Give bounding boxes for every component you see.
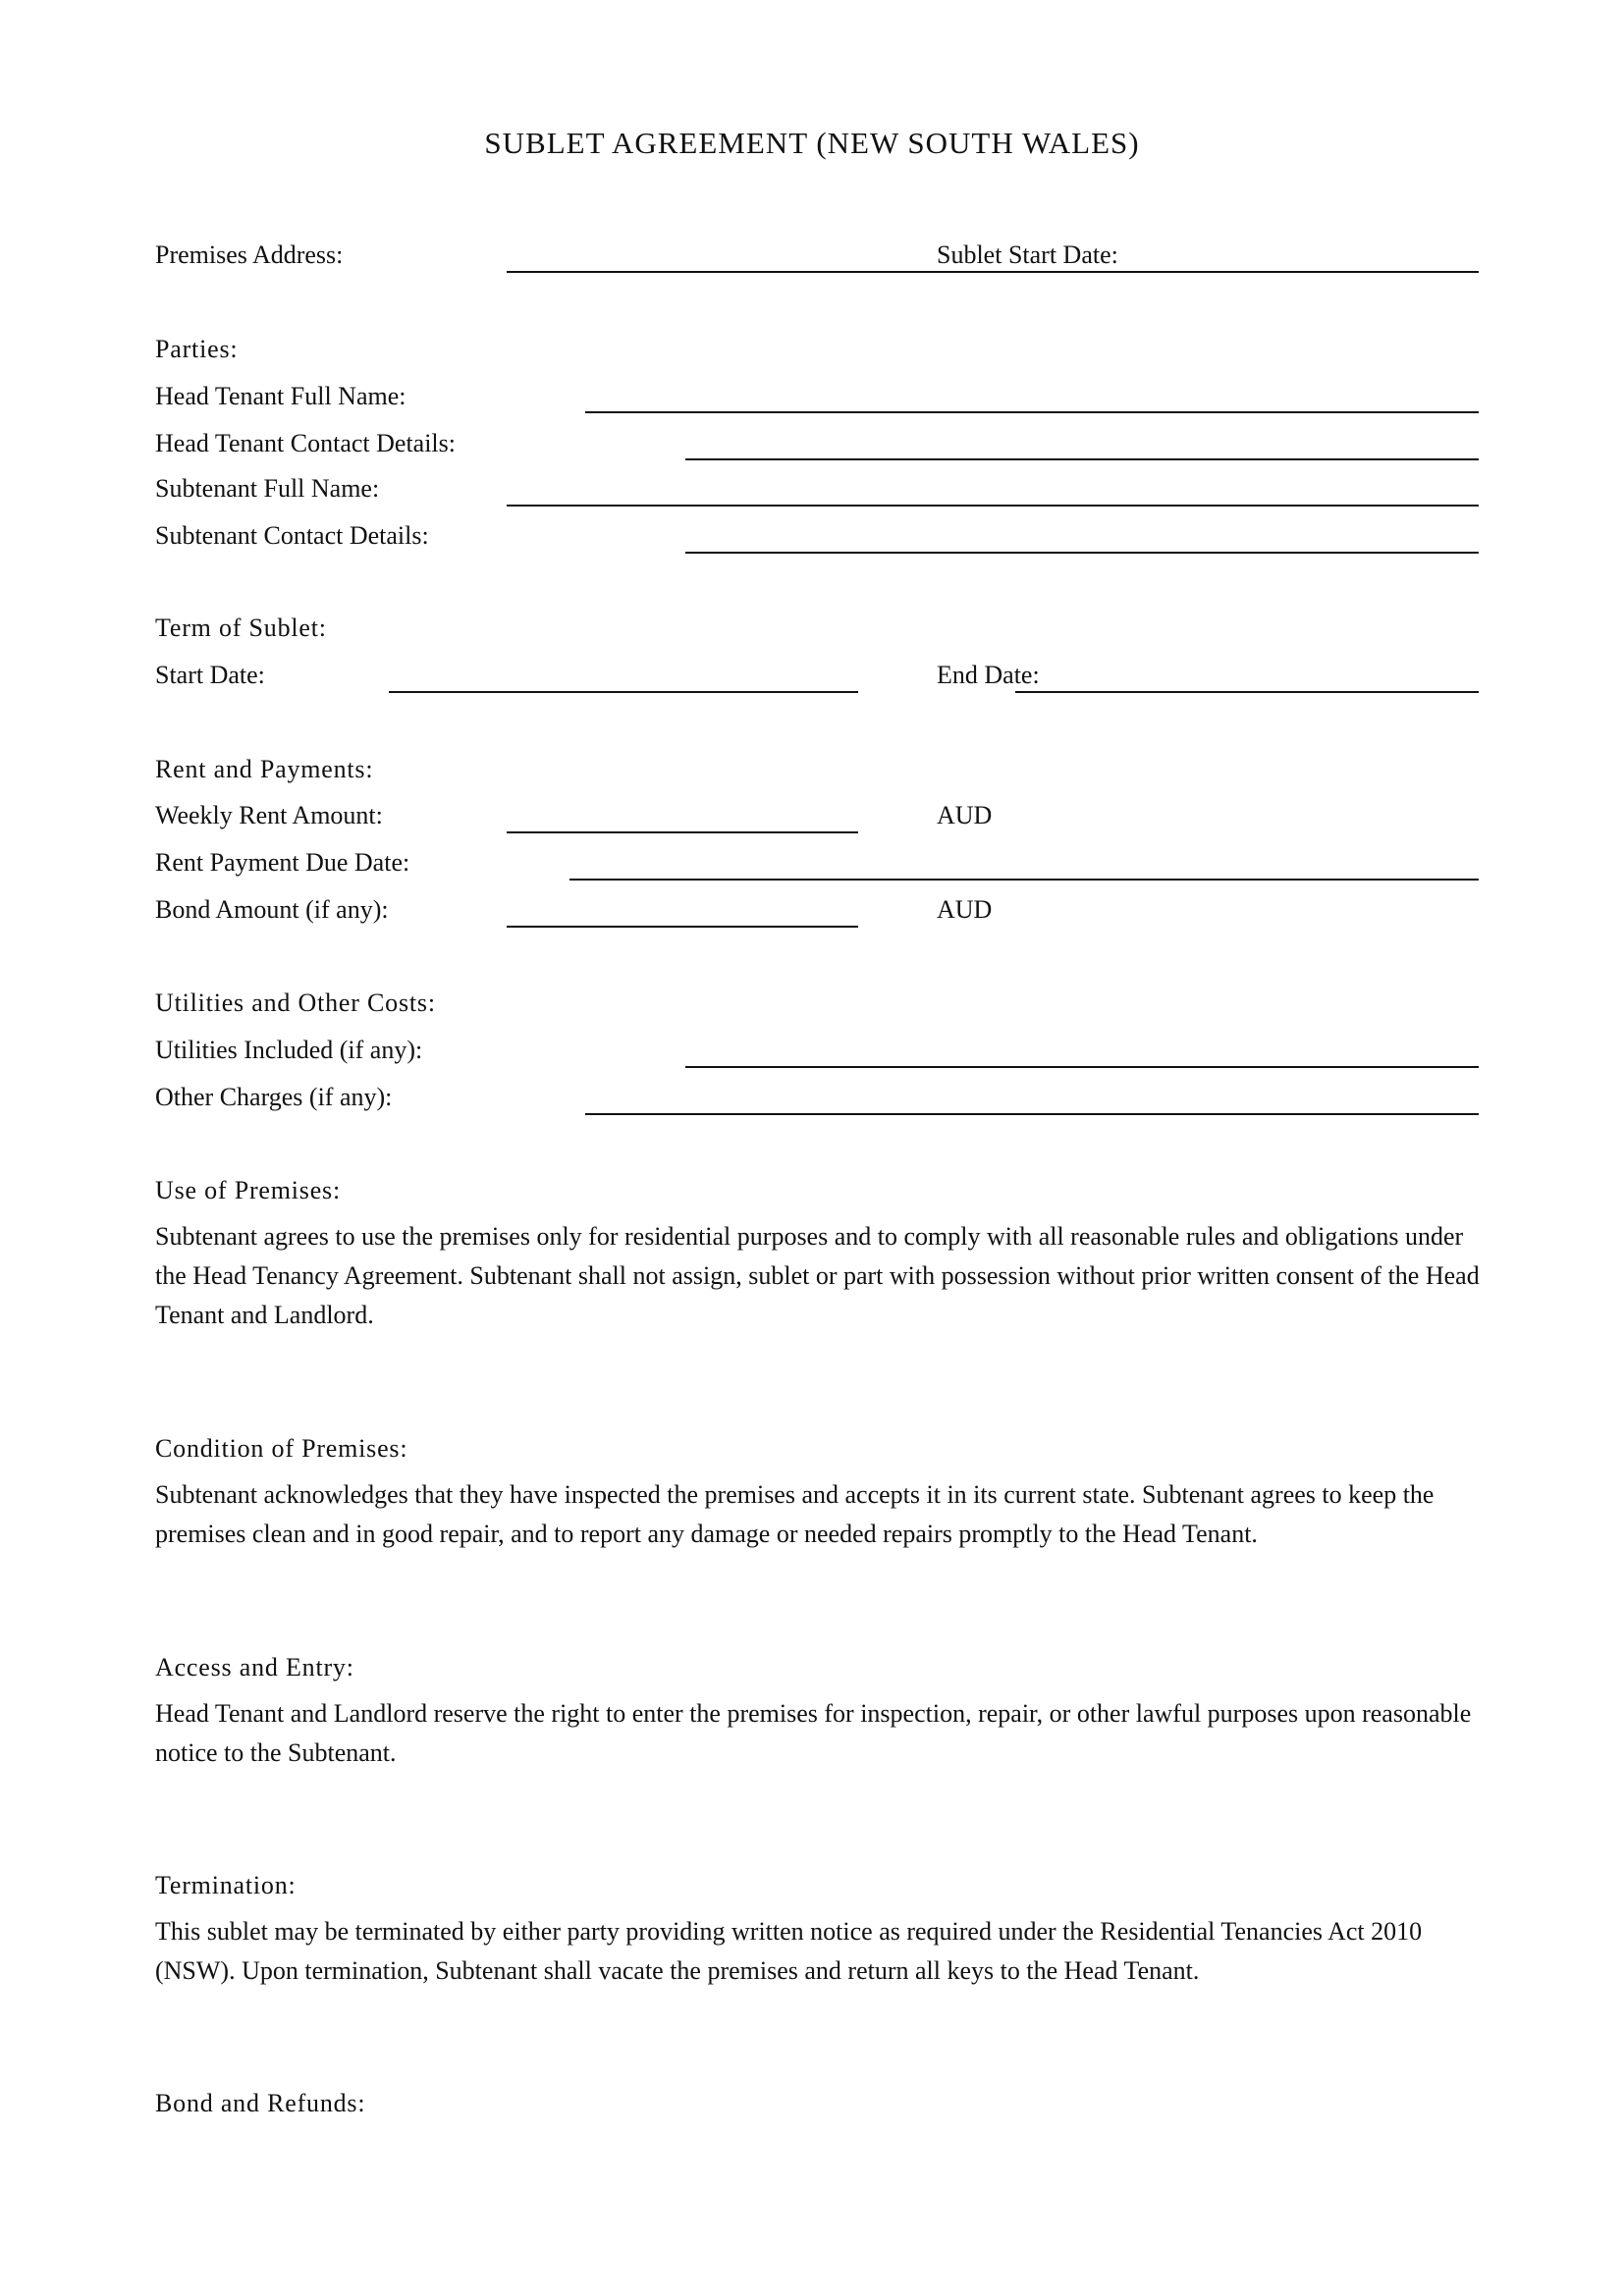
access-paragraph: Head Tenant and Landlord reserve the right to enter the premises for inspection, repair, or other lawful purposes upon reasonable notice to the Subtenant. bbox=[155, 1699, 1472, 1767]
rent-due-label: Rent Payment Due Date: bbox=[155, 848, 410, 877]
termination-paragraph: This sublet may be terminated by either party providing written notice as required under the Residential Tenancies Act 2010 (NSW). Upon termination, Subtenant shall vacate the premises and return all keys to the Head Tenant. bbox=[155, 1917, 1423, 1985]
other-charges-label: Other Charges (if any): bbox=[155, 1083, 393, 1111]
head-tenant-name-line[interactable] bbox=[585, 411, 1479, 413]
term-heading: Term of Sublet: bbox=[155, 614, 327, 642]
access-heading: Access and Entry: bbox=[155, 1653, 354, 1682]
subtenant-name-line[interactable] bbox=[507, 505, 1479, 507]
use-heading: Use of Premises: bbox=[155, 1176, 341, 1204]
weekly-rent-currency: AUD bbox=[937, 801, 993, 829]
condition-paragraph: Subtenant acknowledges that they have inspected the premises and accepts it in its current state. Subtenant agrees to keep the premises clean and in good repair, and to report any damage or needed repairs promptly to the Head Tenant. bbox=[155, 1480, 1435, 1548]
bond-refunds-heading: Bond and Refunds: bbox=[155, 2089, 366, 2117]
sublet-start-date-label: Sublet Start Date: bbox=[937, 240, 1118, 269]
subtenant-name-label: Subtenant Full Name: bbox=[155, 474, 380, 503]
condition-heading: Condition of Premises: bbox=[155, 1434, 408, 1463]
bond-amount-currency: AUD bbox=[937, 895, 993, 924]
other-charges-line[interactable] bbox=[585, 1113, 1479, 1115]
head-tenant-name-label: Head Tenant Full Name: bbox=[155, 382, 406, 410]
head-tenant-contact-label: Head Tenant Contact Details: bbox=[155, 429, 456, 457]
premises-address-line[interactable] bbox=[507, 271, 1479, 273]
premises-address-label: Premises Address: bbox=[155, 240, 344, 269]
parties-heading: Parties: bbox=[155, 335, 239, 363]
utilities-included-label: Utilities Included (if any): bbox=[155, 1036, 423, 1064]
term-start-line[interactable] bbox=[389, 691, 858, 693]
weekly-rent-line[interactable] bbox=[507, 831, 858, 833]
utilities-heading: Utilities and Other Costs: bbox=[155, 988, 436, 1017]
use-paragraph: Subtenant agrees to use the premises only for residential purposes and to comply with all reasonable rules and obligations under the Head Tenancy Agreement. Subtenant shall not assign, sublet or part with possession without prior written consent of the Head Tenant and Landlord. bbox=[155, 1222, 1480, 1329]
rent-heading: Rent and Payments: bbox=[155, 755, 374, 783]
bond-amount-line[interactable] bbox=[507, 926, 858, 928]
termination-heading: Termination: bbox=[155, 1871, 297, 1899]
document-title: SUBLET AGREEMENT (NEW SOUTH WALES) bbox=[484, 126, 1140, 160]
rent-due-line[interactable] bbox=[569, 879, 1479, 881]
term-start-label: Start Date: bbox=[155, 661, 265, 689]
bond-amount-label: Bond Amount (if any): bbox=[155, 895, 389, 924]
term-end-label: End Date: bbox=[937, 661, 1040, 689]
head-tenant-contact-line[interactable] bbox=[685, 458, 1479, 460]
utilities-included-line[interactable] bbox=[685, 1066, 1479, 1068]
subtenant-contact-label: Subtenant Contact Details: bbox=[155, 521, 429, 550]
subtenant-contact-line[interactable] bbox=[685, 552, 1479, 554]
term-end-line[interactable] bbox=[1015, 691, 1479, 693]
weekly-rent-label: Weekly Rent Amount: bbox=[155, 801, 383, 829]
